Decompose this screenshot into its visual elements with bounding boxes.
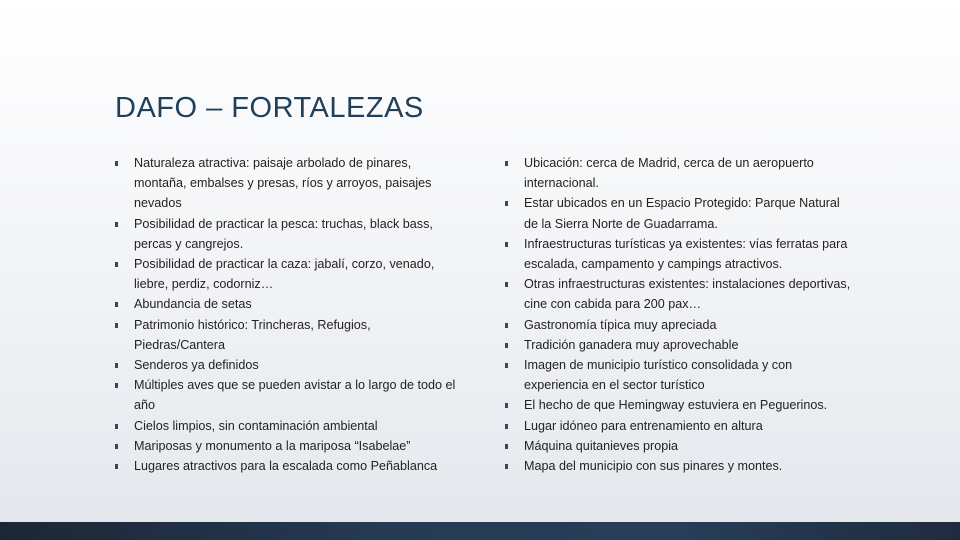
list-item-text: Gastronomía típica muy apreciada [524,317,717,332]
list-item-text: Múltiples aves que se pueden avistar a lo largo de todo el año [134,378,456,413]
list-item [115,254,465,294]
list-item [505,234,855,274]
list-item [115,294,465,314]
list-item-text: Otras infraestructuras existentes: instalaciones deportivas, cine con cabida para 200 pax… [524,277,851,312]
list-item [115,315,465,355]
list-item-text: Mariposas y monumento a la mariposa “Isabelae” [134,438,411,453]
bullet-icon [505,161,508,166]
list-item [505,274,855,314]
bullet-icon [115,424,118,429]
list-item [505,395,855,415]
bullet-icon [505,424,508,429]
bullet-icon [505,343,508,348]
bullet-icon [115,464,118,469]
list-item [505,193,855,233]
bullet-icon [115,262,118,267]
list-item-text: El hecho de que Hemingway estuviera en Peguerinos. [524,398,828,413]
bullet-icon [505,403,508,408]
list-item [115,355,465,375]
list-item-text: Máquina quitanieves propia [524,438,679,453]
bullet-icon [115,222,118,227]
list-item-text: Mapa del municipio con sus pinares y montes. [524,459,783,474]
list-item-text: Abundancia de setas [134,297,252,312]
list-item-text: Lugar idóneo para entrenamiento en altura [524,418,763,433]
bullet-icon [505,323,508,328]
list-item [115,456,465,476]
list-item-text: Senderos ya definidos [134,358,259,373]
slide-title: DAFO – FORTALEZAS [115,92,424,124]
list-item [115,153,465,214]
list-item-text: Tradición ganadera muy aprovechable [524,337,739,352]
bullet-icon [505,363,508,368]
bullet-icon [115,363,118,368]
list-item-text: Cielos limpios, sin contaminación ambiental [134,418,378,433]
bullet-icon [115,444,118,449]
bullet-icon [505,242,508,247]
bullet-icon [115,302,118,307]
list-item [505,315,855,335]
list-item [505,153,855,193]
list-item-text: Naturaleza atractiva: paisaje arbolado de pinares, montaña, embalses y presas, ríos y arroyos, paisajes nevados [134,156,432,211]
list-item-text: Patrimonio histórico: Trincheras, Refugios, Piedras/Cantera [134,317,371,352]
list-item [505,416,855,436]
list-item [505,355,855,395]
bullet-icon [505,282,508,287]
list-item-text: Posibilidad de practicar la caza: jabalí, corzo, venado, liebre, perdiz, codorniz… [134,257,435,292]
bullet-icon [505,444,508,449]
bullet-icon [505,201,508,206]
list-item-text: Ubicación: cerca de Madrid, cerca de un aeropuerto internacional. [524,156,814,191]
list-item [115,416,465,436]
footer-bar [0,522,960,540]
list-item [505,456,855,476]
bullet-icon [115,383,118,388]
strengths-list-right [505,153,855,476]
list-item [115,436,465,456]
list-item [115,375,465,415]
list-item-text: Posibilidad de practicar la pesca: truchas, black bass, percas y cangrejos. [134,216,433,251]
list-item [505,436,855,456]
list-item-text: Imagen de municipio turístico consolidada y con experiencia en el sector turístico [524,358,793,393]
list-item-text: Estar ubicados en un Espacio Protegido: Parque Natural de la Sierra Norte de Guadarrama. [524,196,840,231]
list-item-text: Lugares atractivos para la escalada como Peñablanca [134,459,438,474]
bullet-icon [115,161,118,166]
bullet-icon [115,323,118,328]
strengths-list-left [115,153,465,476]
list-item-text: Infraestructuras turísticas ya existentes: vías ferratas para escalada, campamento y campings atractivos. [524,236,848,272]
list-item [505,335,855,355]
list-item [115,214,465,254]
bullet-icon [505,464,508,469]
